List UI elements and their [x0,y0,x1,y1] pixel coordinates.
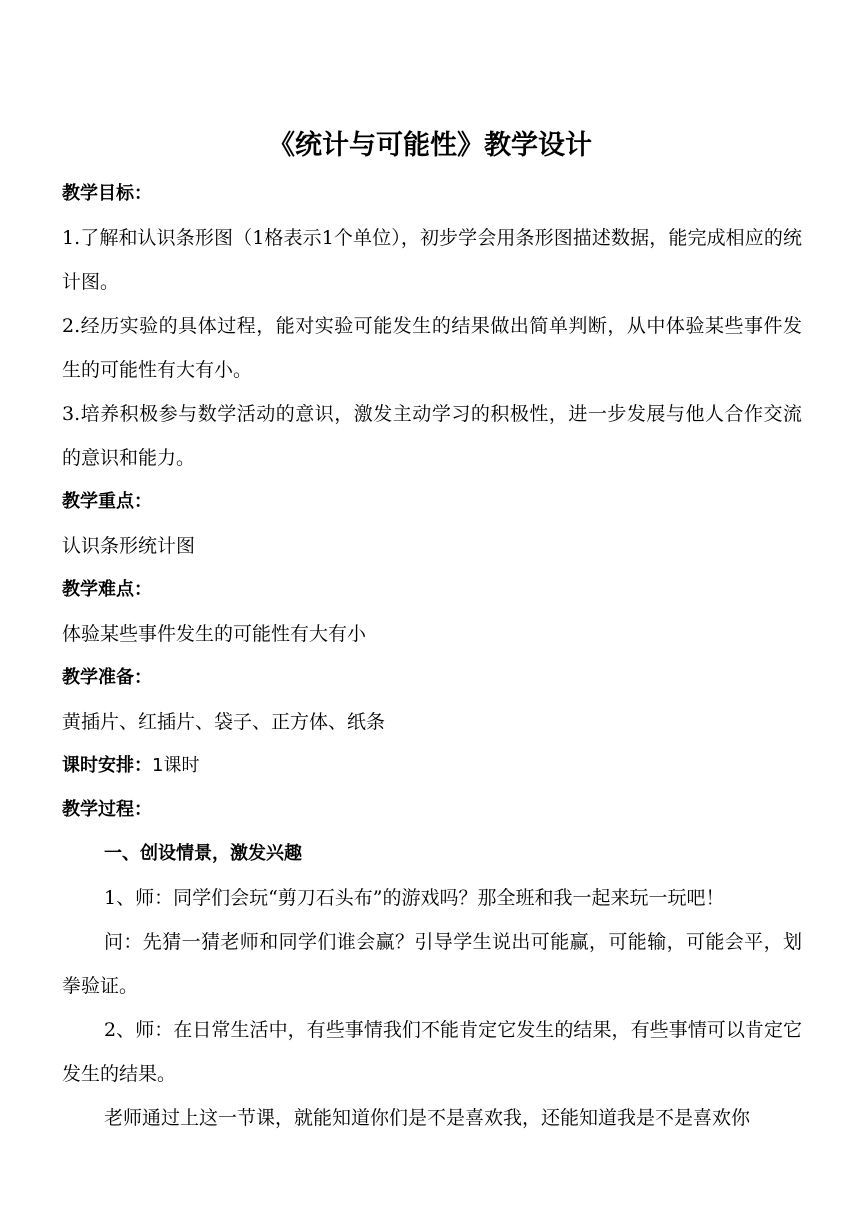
objectives-heading: 教学目标： [62,183,152,204]
process-paragraph-1: 1、师：同学们会玩“剪刀石头布”的游戏吗？那全班和我一起来玩一玩吧！ [104,887,725,909]
document-body [62,172,802,1140]
objective-item-1: 1.了解和认识条形图（1格表示1个单位），初步学会用条形图描述数据，能完成相应的统计图。 [62,227,802,293]
preparation-text: 黄插片、红插片、袋子、正方体、纸条 [62,711,386,733]
process-paragraph-4: 老师通过上这一节课，就能知道你们是不是喜欢我，还能知道我是不是喜欢你 [104,1107,751,1129]
process-paragraph-2: 问：先猜一猜老师和同学们谁会赢？引导学生说出可能赢，可能输，可能会平，划拳验证。 [62,931,802,997]
difficulties-heading: 教学难点： [62,579,152,600]
key-points-heading: 教学重点： [62,491,152,512]
document-title: 《统计与可能性》教学设计 [268,130,592,161]
preparation-heading: 教学准备： [62,667,152,688]
schedule-line [62,744,802,788]
process-paragraph-3: 2、师：在日常生活中，有些事情我们不能肯定它发生的结果，有些事情可以肯定它发生的结果。 [62,1019,802,1085]
key-points-text: 认识条形统计图 [62,535,196,557]
objective-item-3: 3.培养积极参与数学活动的意识，激发主动学习的积极性，进一步发展与他人合作交流的意识和能力。 [62,403,802,469]
schedule-label: 课时安排： [62,755,152,776]
difficulties-text: 体验某些事件发生的可能性有大有小 [62,623,367,645]
process-heading: 教学过程： [62,799,152,820]
schedule-value: 1课时 [152,755,200,776]
objective-item-2: 2.经历实验的具体过程，能对实验可能发生的结果做出简单判断，从中体验某些事件发生的可能性有大有小。 [62,315,802,381]
section-1-heading: 一、创设情景，激发兴趣 [104,843,302,864]
